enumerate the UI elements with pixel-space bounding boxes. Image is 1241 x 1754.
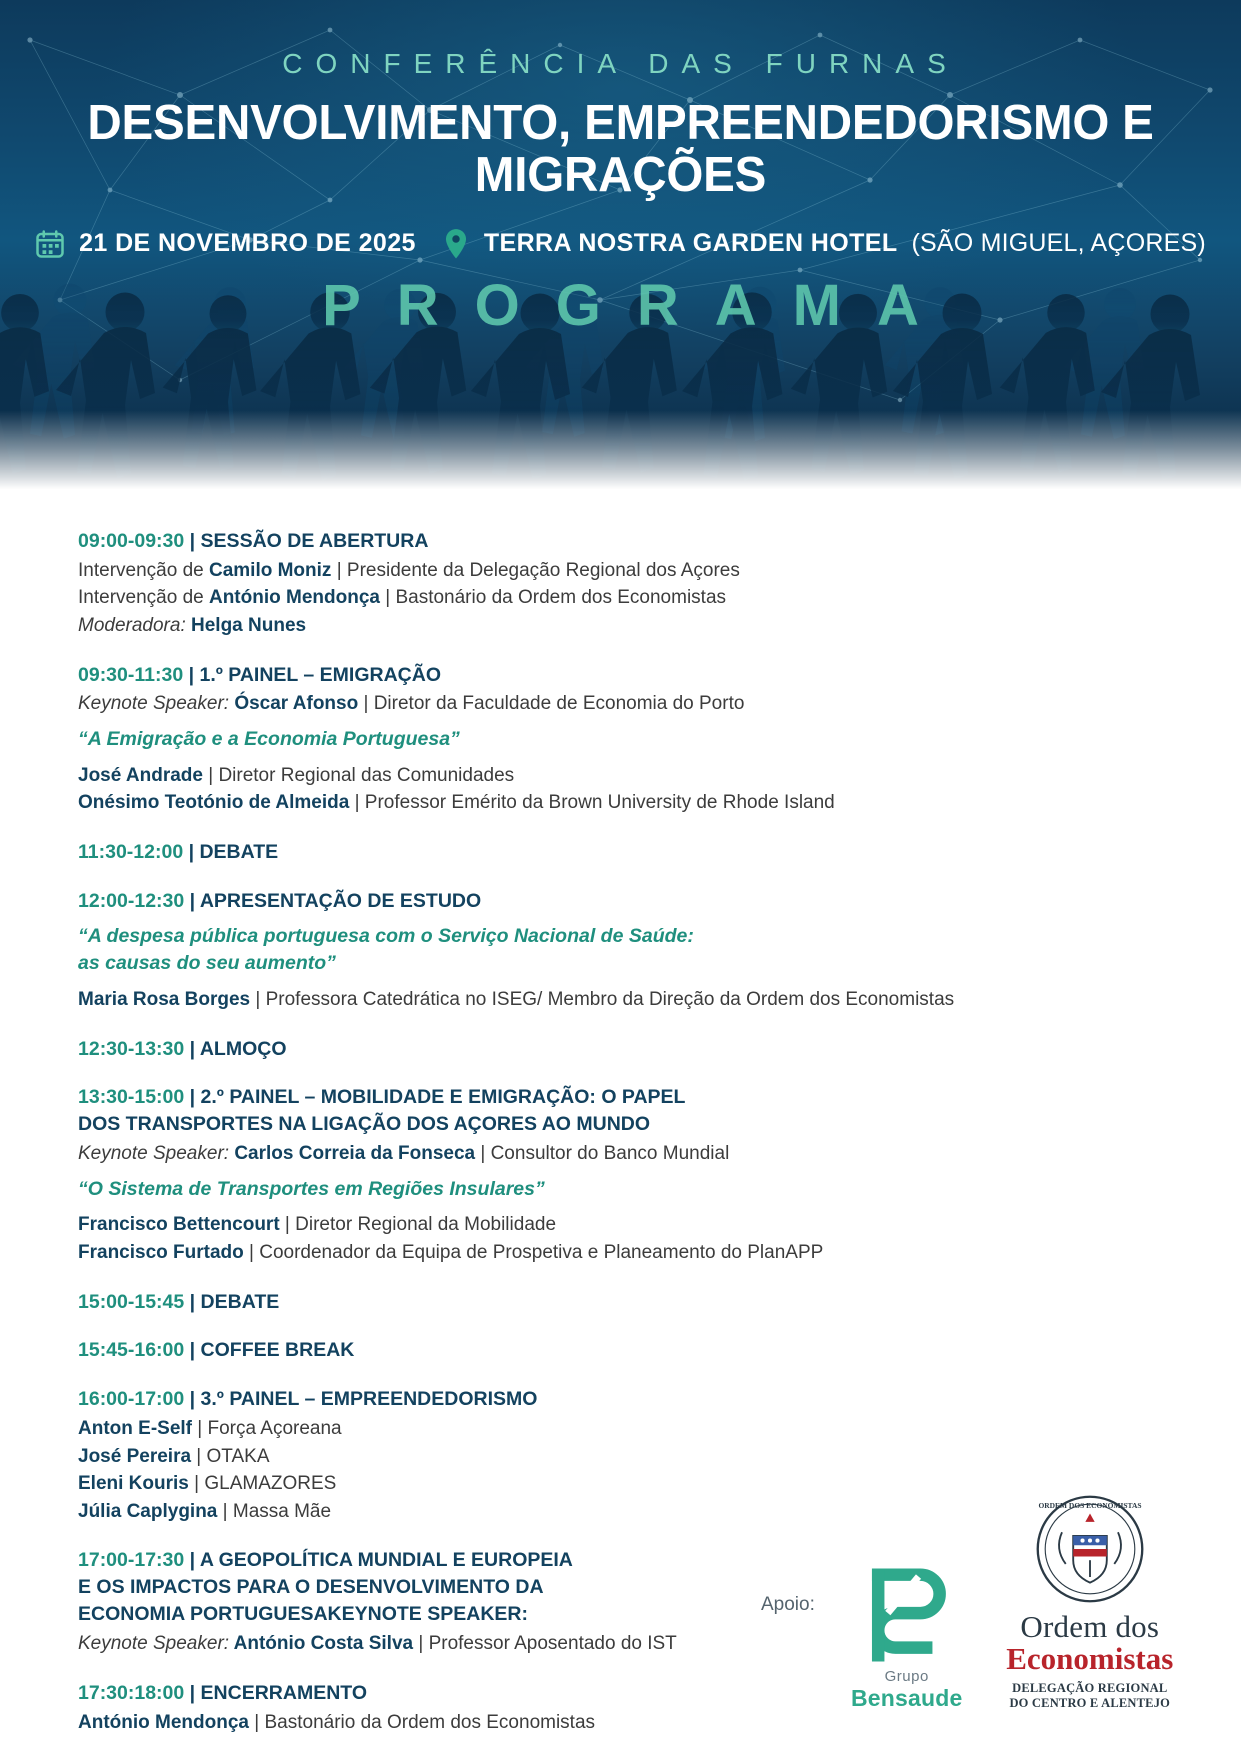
program-quote: “A despesa pública portuguesa com o Serviço Nacional de Saúde: as causas do seu aumento” [78, 924, 694, 975]
program-separator: | [184, 1549, 200, 1572]
program-detail-segment: Moderadora: [78, 615, 186, 636]
program-detail-line [78, 1211, 1163, 1239]
program-block [78, 839, 1163, 866]
program-detail-line [78, 1140, 1163, 1168]
program-title: 1.º PAINEL – EMIGRAÇÃO [199, 663, 441, 686]
program-time: 09:30-11:30 [78, 663, 184, 686]
event-venue-sub: (SÃO MIGUEL, AÇORES) [911, 229, 1206, 258]
program-quote: “A Emigração e a Economia Portuguesa” [78, 728, 460, 750]
program-title: DEBATE [199, 840, 279, 863]
program-detail-segment: | Professor Aposentado do IST [413, 1633, 677, 1655]
program-detail-segment: | Coordenador da Equipa de Prospetiva e Planeamento do PlanAPP [243, 1242, 824, 1264]
bensaude-mark-icon [859, 1567, 955, 1663]
program-detail-segment: | OTAKA [191, 1445, 270, 1467]
bensaude-logo [849, 1567, 965, 1712]
program-detail-line [78, 690, 1163, 718]
programa-watermark: PROGRAMA [322, 273, 955, 338]
program-separator: | [183, 840, 200, 863]
program-detail-segment: | Bastonário da Ordem dos Economistas [248, 1711, 596, 1733]
program-detail-line [78, 789, 1163, 817]
event-date: 21 DE NOVEMBRO DE 2025 [79, 229, 416, 258]
program-detail-segment: Eleni Kouris [78, 1473, 189, 1495]
program-block [78, 662, 1163, 817]
program-block-heading [78, 1337, 1163, 1364]
program-block [78, 1036, 1163, 1063]
program-title: A GEOPOLÍTICA MUNDIAL E EUROPEIA E OS IMPACTOS PARA O DESENVOLVIMENTO DA ECONOMIA PORTUGUESAKEYNOTE SPEAKER: [78, 1549, 573, 1626]
program-block [78, 1289, 1163, 1316]
program-time: 17:30:18:00 [78, 1681, 185, 1704]
program-block-heading [78, 888, 1163, 915]
page-title: DESENVOLVIMENTO, EMPREENDEDORISMO E MIGRAÇÕES [87, 96, 1154, 202]
program-title: 2.º PAINEL – MOBILIDADE E EMIGRAÇÃO: O PAPEL DOS TRANSPORTES NA LIGAÇÃO DOS AÇORES AO MUNDO [78, 1086, 686, 1136]
event-meta [0, 228, 1241, 260]
ordem-economistas-logo [999, 1493, 1181, 1712]
hero-banner [0, 0, 1241, 500]
program-detail-segment: Onésimo Teotónio de Almeida [78, 792, 350, 814]
program-title: SESSÃO DE ABERTURA [200, 530, 429, 552]
program-title: COFFEE BREAK [200, 1339, 355, 1362]
program-detail-segment: | Diretor da Faculdade de Economia do Porto [358, 693, 745, 715]
program-block-heading [78, 1036, 1163, 1063]
program-detail-segment: António Mendonça [208, 587, 380, 609]
program-block [78, 888, 1163, 1014]
program-title: ALMOÇO [199, 1037, 287, 1060]
program-detail-segment: Camilo Moniz [208, 559, 332, 581]
program-detail-segment: José Pereira [78, 1445, 192, 1467]
program-detail-line [78, 612, 1163, 640]
program-separator: | [184, 530, 201, 552]
program-block-heading [78, 1084, 1163, 1138]
program-detail-segment: Intervenção de [78, 559, 209, 581]
program-detail-segment: | Diretor Regional das Comunidades [202, 764, 515, 786]
ordem-line3: DELEGAÇÃO REGIONAL DO CENTRO E ALENTEJO [1009, 1680, 1171, 1711]
program-separator: | [184, 1037, 200, 1060]
svg-text:ORDEM DOS ECONOMISTAS: ORDEM DOS ECONOMISTAS [1038, 1500, 1142, 1510]
program-detail-segment: Keynote Speaker: [78, 1633, 230, 1655]
program-detail-segment: Keynote Speaker: [78, 1143, 230, 1165]
program-quote: “O Sistema de Transportes em Regiões Insulares” [78, 1177, 545, 1200]
program-detail-line [78, 584, 1163, 612]
bensaude-label-grupo: Grupo [884, 1668, 929, 1685]
program-title: APRESENTAÇÃO DE ESTUDO [199, 889, 482, 912]
program-detail-segment: António Mendonça [78, 1711, 249, 1733]
program-detail-segment: | Professor Emérito da Brown University de Rhode Island [349, 792, 835, 814]
program-detail-segment: Helga Nunes [185, 615, 307, 636]
program-detail-segment: | Consultor do Banco Mundial [475, 1143, 730, 1165]
program-block [78, 1084, 1163, 1266]
program-detail-segment: | Presidente da Delegação Regional dos Açores [331, 559, 740, 581]
hero-bottom-fade [0, 410, 1241, 500]
location-pin-icon [442, 228, 470, 260]
program-detail-segment: | Diretor Regional da Mobilidade [279, 1214, 557, 1236]
program-time: 15:45-16:00 [78, 1339, 185, 1362]
calendar-icon [35, 229, 65, 259]
program-title: ENCERRAMENTO [200, 1681, 368, 1704]
program-detail-segment: José Andrade [78, 764, 203, 786]
program-time: 17:00-17:30 [78, 1549, 185, 1572]
program-detail-line [78, 1443, 1163, 1471]
sponsors-footer [761, 1493, 1181, 1712]
program-detail-segment: Francisco Furtado [78, 1242, 244, 1264]
program-detail-segment: Júlia Caplygina [78, 1500, 218, 1522]
apoio-label: Apoio: [761, 1594, 815, 1615]
program-detail-segment: | Massa Mãe [217, 1500, 332, 1522]
event-kicker: CONFERÊNCIA DAS FURNAS [282, 48, 959, 79]
program-detail-segment: Maria Rosa Borges [78, 988, 251, 1010]
program-title: DEBATE [200, 1290, 280, 1313]
program-time: 09:00-09:30 [78, 530, 185, 552]
program-time: 12:00-12:30 [78, 889, 185, 912]
program-title: 3.º PAINEL – EMPREENDEDORISMO [200, 1388, 538, 1411]
program-detail-line [78, 1709, 1163, 1737]
program-detail-segment: | Professora Catedrática no ISEG/ Membro da Direção da Ordem dos Economistas [250, 988, 955, 1010]
bensaude-label-name: Bensaude [850, 1685, 963, 1711]
program-separator: | [183, 663, 200, 686]
program-detail-segment: Óscar Afonso [229, 693, 359, 715]
program-block-heading [78, 1289, 1163, 1316]
program-detail-line [78, 1415, 1163, 1443]
program-detail-line [78, 557, 1163, 585]
program-detail-segment: Francisco Bettencourt [78, 1214, 280, 1236]
ordem-crest-icon [1034, 1493, 1146, 1605]
program-separator: | [184, 1681, 201, 1704]
program-time: 15:00-15:45 [78, 1290, 185, 1313]
program-block-heading [78, 1386, 1163, 1413]
program-detail-segment: | GLAMAZORES [188, 1473, 337, 1495]
ordem-line2: Economistas [1006, 1640, 1174, 1676]
program-detail-segment: Intervenção de [78, 587, 209, 609]
program-separator: | [184, 1290, 201, 1313]
program-block-heading [78, 839, 1163, 866]
program-detail-line [78, 986, 1163, 1014]
program-time: 16:00-17:00 [78, 1388, 185, 1411]
program-detail-line [78, 1239, 1163, 1267]
program-detail-segment: | Bastonário da Ordem dos Economistas [379, 587, 727, 609]
program-detail-segment: Keynote Speaker: [78, 693, 230, 715]
program-time: 13:30-15:00 [78, 1086, 185, 1109]
program-block [78, 1337, 1163, 1364]
program-detail-segment: António Costa Silva [229, 1633, 414, 1655]
program-separator: | [184, 1388, 201, 1411]
program-detail-segment: Anton E-Self [78, 1418, 192, 1440]
event-venue: TERRA NOSTRA GARDEN HOTEL [483, 229, 898, 258]
program-time: 12:30-13:30 [78, 1037, 185, 1060]
program-separator: | [184, 1339, 201, 1362]
program-separator: | [184, 889, 200, 912]
program-detail-line [78, 762, 1163, 790]
program-separator: | [184, 1086, 201, 1109]
program-block-heading [78, 528, 1163, 555]
ordem-line1: Ordem dos [1020, 1608, 1160, 1644]
program-time: 11:30-12:00 [78, 840, 184, 863]
program-detail-segment: Carlos Correia da Fonseca [229, 1143, 476, 1165]
program-block-heading [78, 662, 1163, 689]
program-detail-segment: | Força Açoreana [192, 1418, 342, 1440]
program-block [78, 528, 1163, 640]
